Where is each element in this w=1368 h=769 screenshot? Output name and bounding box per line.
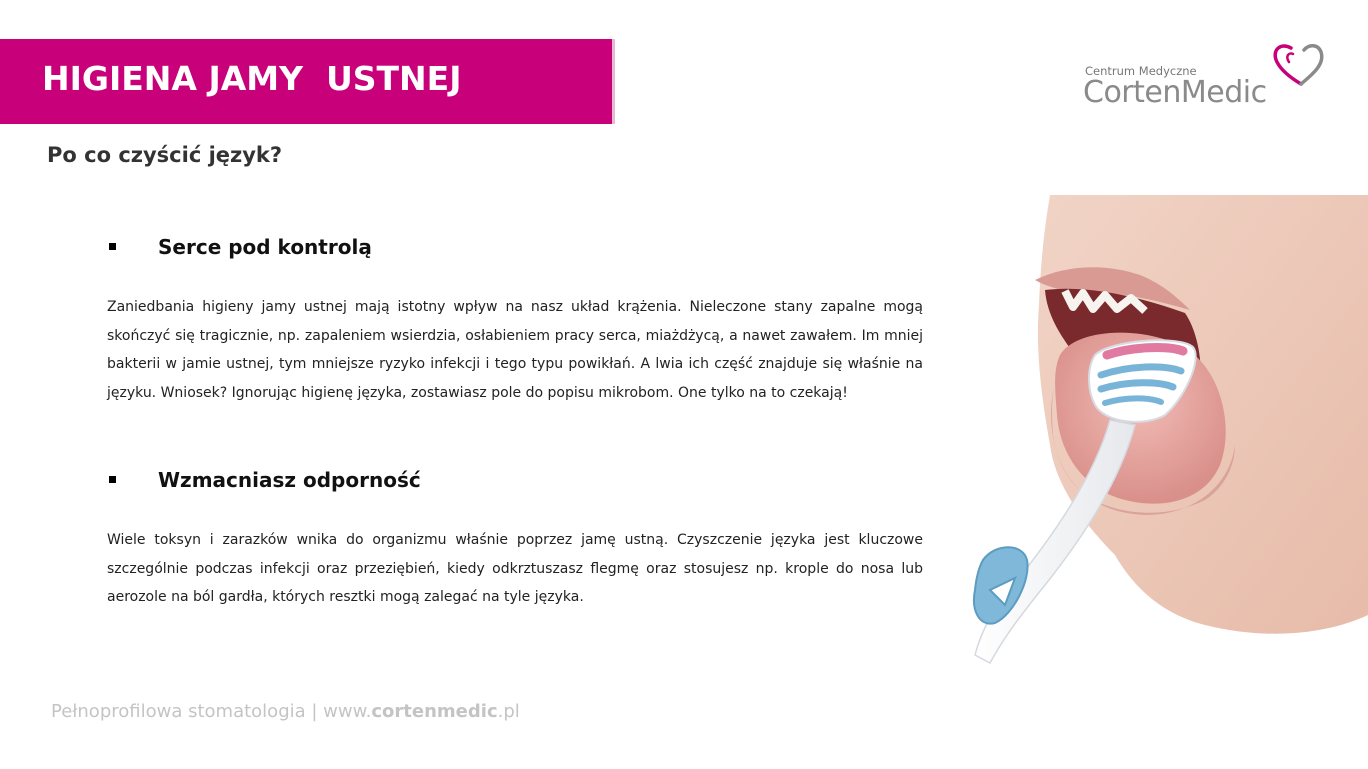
section-heading: Wzmacniasz odporność: [158, 468, 421, 492]
heart-icon: [1269, 40, 1329, 90]
footer-prefix: Pełnoprofilowa stomatologia | www.: [51, 701, 372, 722]
section-paragraph: Wiele toksyn i zarazków wnika do organizmu właśnie poprzez jamę ustną. Czyszczenie języka jest kluczowe szczególnie podczas infekcji oraz przeziębień, kiedy odkrztuszasz flegmę oraz stosujesz np. krople do nosa lub aerozole na ból gardła, których resztki mogą zalegać na tyle języka.: [107, 532, 923, 605]
square-bullet-icon: [109, 243, 116, 250]
footer-suffix: .pl: [497, 701, 520, 722]
section-paragraph: Zaniedbania higieny jamy ustnej mają istotny wpływ na nasz układ krążenia. Nieleczone stany zapalne mogą skończyć się tragicznie, np. zapaleniem wsierdzia, osłabieniem pracy serca, miażdżycą, a nawet zawałem. Im mniej bakterii w jamie ustnej, tym mniejsze ryzyko infekcji i tego typu powikłań. A lwia ich część znajduje się właśnie na języku. Wniosek? Ignorując higienę języka, zostawiasz pole do popisu mikrobom. One tylko na to czekają!: [107, 299, 923, 401]
logo-small-text: Centrum Medyczne: [1085, 64, 1197, 78]
cortenmedic-logo: [1083, 40, 1333, 120]
tongue-cleaner-illustration: [935, 195, 1368, 675]
slide-title: HIGIENA JAMY USTNEJ: [42, 59, 462, 98]
footer-domain: cortenmedic: [371, 701, 498, 722]
page-subtitle: Po co czyścić język?: [47, 143, 283, 167]
logo-brand-text: CortenMedic: [1083, 75, 1267, 110]
section-heading: Serce pod kontrolą: [158, 235, 372, 259]
title-band: [0, 39, 612, 124]
square-bullet-icon: [109, 476, 116, 483]
footer: [51, 701, 520, 722]
